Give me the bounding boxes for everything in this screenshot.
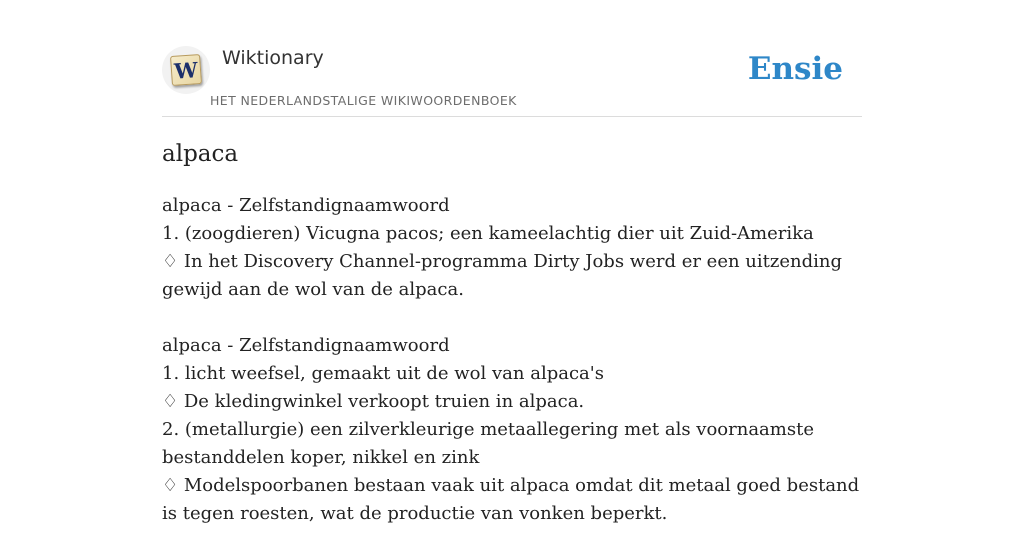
entry (162, 332, 862, 528)
entry-heading: alpaca - Zelfstandignaamwoord (162, 195, 450, 216)
entry (162, 192, 862, 304)
page (162, 0, 862, 524)
example: ♢ Modelspoorbanen bestaan vaak uit alpaca omdat dit metaal goed bestand is tegen roesten, wat de productie van vonken beperkt. (162, 475, 860, 524)
entries (162, 192, 862, 556)
site-subtitle: HET NEDERLANDSTALIGE WIKIWOORDENBOEK (210, 93, 517, 108)
wiktionary-logo-icon[interactable] (162, 46, 210, 94)
example: ♢ De kledingwinkel verkoopt truien in alpaca. (162, 391, 585, 412)
entry-heading: alpaca - Zelfstandignaamwoord (162, 335, 450, 356)
logo-tile (170, 54, 202, 86)
example: ♢ In het Discovery Channel-programma Dirty Jobs werd er een uitzending gewijd aan de wol van de alpaca. (162, 251, 842, 300)
ensie-brand-link[interactable]: Ensie (747, 51, 843, 87)
definition: 1. (zoogdieren) Vicugna pacos; een kameelachtig dier uit Zuid-Amerika (162, 223, 814, 244)
site-title[interactable]: Wiktionary (222, 47, 324, 69)
definition: 1. licht weefsel, gemaakt uit de wol van alpaca's (162, 363, 604, 384)
logo-letter: W (173, 57, 199, 84)
site-header (162, 0, 862, 117)
definition: 2. (metallurgie) een zilverkleurige metaallegering met als voornaamste bestanddelen koper, nikkel en zink (162, 419, 814, 468)
page-title: alpaca (162, 141, 239, 167)
